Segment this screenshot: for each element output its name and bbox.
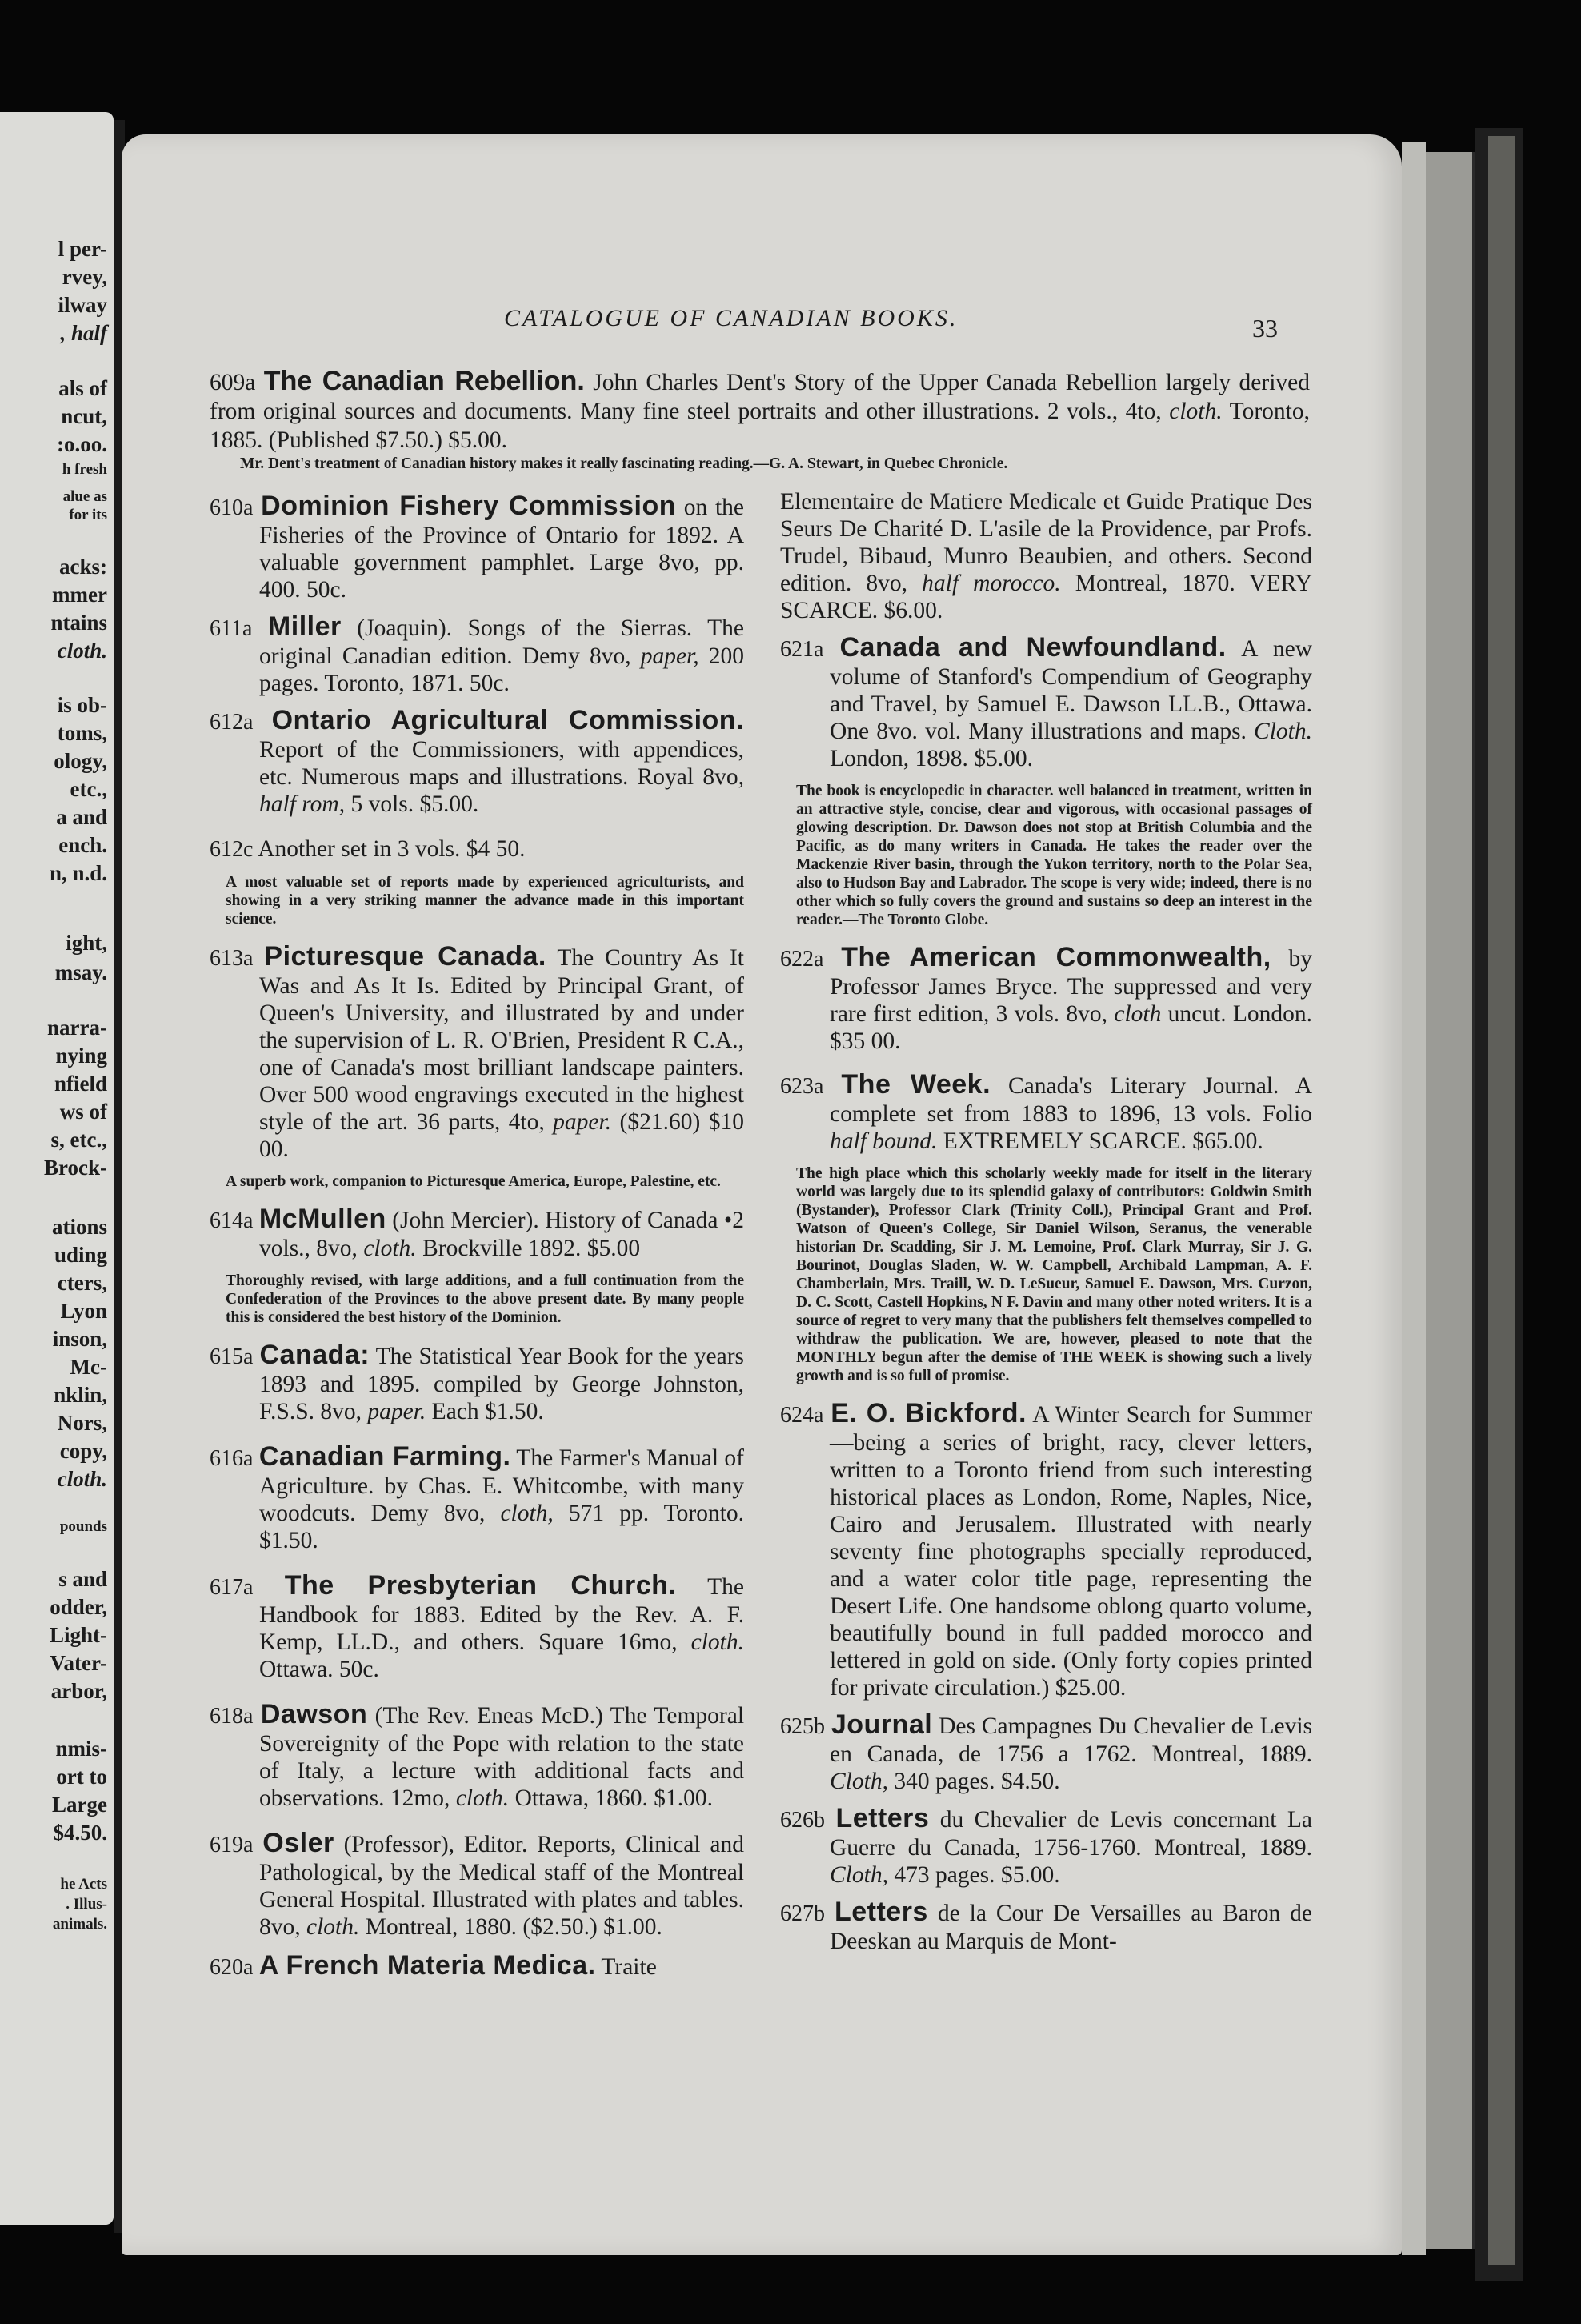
entry-text: (Professor), Editor. Reports, Clinical and Pathological, by the Medical staff of the Montreal General Hospital. Illustrated with plates and tables. 8vo, [259, 1832, 745, 1940]
entry-title: Picturesque Canada. [264, 941, 546, 972]
previous-page-line: ilway [58, 293, 107, 317]
entry-614a [210, 1205, 744, 1262]
entry-text: Report of the Commissioners, with appendices, etc. Numerous maps and illustrations. Royal 8vo, [259, 737, 744, 790]
entry-title: The Canadian Rebellion. [263, 366, 585, 396]
entry-title: Ontario Agricultural Commission. [271, 705, 744, 735]
entry-number: 624a [780, 1403, 824, 1428]
previous-page-line: ight, [66, 931, 107, 955]
previous-page-line: ations [51, 1215, 107, 1239]
previous-page-line: a and [56, 805, 107, 829]
entry-number: 614a [210, 1208, 254, 1233]
entry-number: 618a [210, 1704, 254, 1729]
entry-title: Canada and Newfoundland. [839, 632, 1227, 663]
entry-binding: paper. [367, 1399, 426, 1424]
entry-text: A Winter Search for Summer—being a series of bright, racy, clever letters, written to a Toronto friend from such interesting historical places as London, Rome, Naples, Nice, Cairo and Jerusalem. Illustrated with nearly seventy fine photographs specially reproduced, and a water color title page, representing the Desert Life. One handsome oblong quarto volume, beautifully bound in full padded morocco and lettered in gold on side. (Only forty copies printed for private circulation.) $25.00. [830, 1402, 1313, 1701]
entry-price: EXTREMELY SCARCE. $65.00. [943, 1128, 1263, 1154]
entry-text: Canada's Literary Journal. A complete set from 1883 to 1896, 13 vols. Folio [830, 1073, 1313, 1127]
previous-page-line: nying [55, 1044, 107, 1068]
previous-page-line: etc., [70, 777, 107, 801]
entry-title: A French Materia Medica. [258, 1950, 596, 1981]
entry-number: 609a [210, 370, 256, 395]
entry-title: Journal [831, 1709, 933, 1740]
entry-text: John Charles Dent's Story of the Upper Canada Rebellion largely derived from original sources and documents. Many fine steel portraits and other illustrations. 2 vols., 4to, [210, 370, 1310, 424]
entry-binding: paper, [640, 643, 699, 669]
previous-page-line: for its [69, 507, 107, 523]
previous-page-line: toms, [57, 721, 107, 745]
entry-text: (John Mercier). History of Canada •2 vols., 8vo, [259, 1208, 745, 1261]
entry-text: on the Fisheries of the Province of Ontario for 1892. A valuable government pamphlet. Large 8vo, pp. 400. 50c. [259, 495, 745, 603]
entry-price: 571 pp. Toronto. $1.50. [259, 1501, 745, 1553]
entry-price: London, 1898. $5.00. [830, 746, 1034, 771]
entry-number: 626b [780, 1808, 825, 1833]
previous-page-line: is ob- [57, 693, 107, 717]
previous-page-line: s and [58, 1567, 107, 1591]
previous-page-line: :o.oo. [57, 432, 107, 456]
entry-623a [780, 1071, 1312, 1155]
entry-621a [780, 634, 1312, 772]
entry-binding: cloth, [500, 1501, 554, 1526]
previous-page-line: cloth. [57, 1467, 107, 1491]
previous-page-line: narra- [47, 1016, 107, 1040]
entry-price: Montreal, 1880. ($2.50.) $1.00. [365, 1914, 662, 1940]
entry-binding: Cloth, [830, 1862, 888, 1888]
entry-text: Elementaire de Matiere Medicale et Guide Pratique Des Seurs De Charité D. L'asile de la Providence, par Profs. Trudel, Bibaud, Munro Beaubien, and others. Second edition. 8vo, [780, 489, 1312, 596]
previous-page-line: Vater- [50, 1651, 107, 1675]
entry-text: The Farmer's Manual of Agriculture. by Chas. E. Whitcombe, with many woodcuts. Demy 8vo, [259, 1445, 745, 1526]
entry-number: 621a [780, 637, 824, 662]
entry-text: A new volume of Stanford's Compendium of Geography and Travel, by Samuel E. Dawson LL.B., Ottawa. One 8vo. vol. Many illustrations and maps. [830, 636, 1312, 744]
entry-title: Miller [267, 611, 342, 642]
entry-text: (The Rev. Eneas McD.) The Temporal Sovereignity of the Pope with relation to the state of Italy, a lecture with additional facts and observations. 12mo, [259, 1703, 745, 1811]
previous-page-line: Brock- [44, 1156, 107, 1180]
entry-text: du Chevalier de Levis concernant La Guerre du Canada, 1756-1760. Montreal, 1889. [830, 1807, 1312, 1861]
previous-page-line: nklin, [54, 1383, 107, 1407]
previous-page-line: ntains [50, 611, 107, 635]
entry-title: Letters [835, 1803, 930, 1833]
entry-binding: paper. [553, 1109, 612, 1135]
entry-title: Dominion Fishery Commission [261, 491, 676, 521]
entry-text: The Handbook for 1883. Edited by the Rev. A. F. Kemp, LL.D., and others. Square 16mo, [259, 1574, 744, 1655]
previous-page-line: he Acts [60, 1876, 107, 1893]
entry-title: The Week. [841, 1069, 991, 1100]
entry-615a [210, 1341, 744, 1425]
entry-price: 200 pages. Toronto, 1871. 50c. [259, 643, 745, 696]
entry-609a-note: Mr. Dent's treatment of Canadian history makes it really fascinating reading.—G. A. Stewart, in Quebec Chronicle. [240, 455, 1008, 472]
previous-page-line: $4.50. [53, 1821, 107, 1845]
entry-number: 612c [210, 837, 254, 862]
previous-page-line: nfield [54, 1072, 107, 1096]
entry-title: Dawson [260, 1699, 368, 1729]
entry-612c [210, 835, 744, 863]
previous-page-line: nmis- [55, 1737, 107, 1761]
previous-page-line: ench. [58, 833, 107, 857]
entry-612a [210, 707, 744, 818]
entry-binding: cloth. [1169, 399, 1223, 424]
previous-page-line: s, etc., [50, 1128, 107, 1152]
book-cover-edge [1488, 136, 1515, 2265]
entry-610a [210, 492, 744, 603]
entry-binding: cloth. [363, 1236, 417, 1261]
entry-613a [210, 943, 744, 1163]
previous-page-line: h fresh [62, 461, 107, 478]
entry-price: 340 pages. $4.50. [894, 1769, 1060, 1794]
entry-price: Montreal, 1870. VERY SCARCE. $6.00. [780, 571, 1313, 623]
entry-611a [210, 613, 744, 697]
entry-text: The Statistical Year Book for the years 1893 and 1895. compiled by George Johnston, F.S.S. 8vo, [259, 1344, 744, 1424]
entry-price: Ottawa, 1860. $1.00. [514, 1785, 713, 1811]
previous-page-line: n, n.d. [49, 861, 107, 885]
entry-number: 623a [780, 1074, 824, 1099]
entry-title: Canadian Farming. [258, 1441, 511, 1472]
previous-page-line: Nors, [57, 1411, 107, 1435]
previous-page-line: Lyon [60, 1299, 107, 1323]
entry-binding: half rom, [259, 791, 346, 817]
previous-page-line: uding [54, 1243, 107, 1267]
previous-page-fragment [0, 112, 114, 2225]
entry-609a [210, 367, 1310, 455]
entry-614a-note: Thoroughly revised, with large additions, and a full continuation from the Confederation of the Provinces to the above present date. By many people this is considered the best history of the Dominion. [226, 1272, 744, 1326]
entry-text: (Joaquin). Songs of the Sierras. The original Canadian edition. Demy 8vo, [259, 615, 745, 669]
entry-price: Toronto, 1885. (Published $7.50.) $5.00. [210, 399, 1310, 453]
entry-text: The Country As It Was and As It Is. Edited by Principal Grant, of Queen's University, and illustrated by and under the supervision of L. R. O'Brien, President R C.A., one of Canada's most brilliant landscape painters. Over 500 wood engravings executed in the highest style of the art. 36 parts, 4to, [259, 945, 744, 1135]
entry-binding: cloth. [455, 1785, 510, 1811]
page-edge [1426, 152, 1475, 2249]
previous-page-line: ort to [56, 1765, 107, 1789]
entry-number: 617a [210, 1575, 254, 1600]
entry-613a-note: A superb work, companion to Picturesque America, Europe, Palestine, etc. [226, 1173, 721, 1190]
entry-number: 611a [210, 616, 253, 641]
entry-number: 620a [210, 1955, 254, 1980]
right-column [780, 488, 1312, 1965]
previous-page-line: , half [60, 321, 107, 345]
entry-616a [210, 1443, 744, 1554]
entry-619a [210, 1829, 744, 1941]
page-number: 33 [1252, 314, 1278, 343]
previous-page-line: animals. [52, 1916, 107, 1933]
entry-number: 613a [210, 946, 254, 971]
entry-binding: cloth. [690, 1629, 744, 1655]
previous-page-line: Mc- [70, 1355, 107, 1379]
entry-number: 622a [780, 947, 824, 972]
entry-622a [780, 944, 1312, 1055]
previous-page-line: inson, [52, 1327, 107, 1351]
previous-page-line: rvey, [62, 265, 107, 289]
previous-page-line: als of [58, 376, 107, 400]
entry-number: 619a [210, 1833, 254, 1857]
previous-page-line: pounds [59, 1518, 107, 1535]
entry-text: de la Cour De Versailles au Baron de Deeskan au Marquis de Mont- [830, 1901, 1313, 1954]
previous-page-line: arbor, [50, 1679, 107, 1703]
previous-page-line: . Illus- [66, 1896, 107, 1913]
previous-page-line: alue as [62, 488, 107, 505]
entry-price: 5 vols. $5.00. [350, 791, 479, 817]
previous-page-line: Light- [49, 1623, 107, 1647]
entry-621a-note: The book is encyclopedic in character. well balanced in treatment, written in an attractive style, concise, clear and vigorous, with occasional passages of glowing description. Dr. Dawson does not stop at British Columbia and the Pacific, as do many writers in Canada. He takes the reader over the Mackenzie River basin, through the Yukon territory, north to the Polar Sea, also to Hudson Bay and Labrador. The scope is very wide; indeed, there is no other which so fully covers the ground and sustains so deep an interest in the reader.—The Toronto Globe. [796, 783, 1312, 928]
entry-binding: half morocco. [922, 571, 1061, 596]
entry-price: ($21.60) $10 00. [259, 1109, 745, 1162]
running-header: CATALOGUE OF CANADIAN BOOKS. [504, 305, 959, 331]
previous-page-line: copy, [59, 1439, 107, 1463]
previous-page-line: mmer [52, 583, 107, 607]
entry-number: 610a [210, 495, 254, 520]
previous-page-line: msay. [54, 960, 107, 984]
entry-title: The Presbyterian Church. [284, 1570, 677, 1601]
entry-price: Ottawa. 50c. [259, 1657, 379, 1682]
previous-page-line: ws of [59, 1100, 107, 1124]
entry-627b [780, 1898, 1312, 1955]
entry-title: The American Commonwealth, [841, 942, 1271, 972]
entry-number: 616a [210, 1446, 254, 1471]
entry-625b [780, 1711, 1312, 1795]
entry-title: E. O. Bickford. [831, 1398, 1027, 1428]
entry-number: 625b [780, 1714, 825, 1739]
entry-620a-continued [780, 488, 1312, 624]
previous-page-line: odder, [50, 1595, 107, 1619]
entry-626b [780, 1805, 1312, 1889]
entry-binding: Cloth. [1254, 719, 1312, 744]
entry-title: McMullen [258, 1204, 386, 1234]
entry-binding: cloth [1114, 1001, 1162, 1027]
entry-binding: Cloth, [830, 1769, 888, 1794]
entry-620a [210, 1952, 744, 1981]
entry-number: 612a [210, 710, 254, 735]
entry-624a [780, 1400, 1312, 1701]
entry-612c-note: A most valuable set of reports made by experienced agriculturists, and showing in a very striking manner the advance made in this important science. [226, 874, 744, 928]
entry-617a [210, 1572, 744, 1683]
entry-binding: half bound. [830, 1128, 938, 1154]
entry-price: 473 pages. $5.00. [894, 1862, 1060, 1888]
entry-price: Each $1.50. [431, 1399, 544, 1424]
left-column [210, 492, 744, 1991]
previous-page-line: cloth. [57, 639, 107, 663]
entry-title: Canada: [259, 1340, 370, 1370]
entry-text: by Professor James Bryce. The suppressed and very rare first edition, 3 vols. 8vo, [830, 946, 1313, 1027]
previous-page-line: Large [52, 1793, 107, 1817]
entry-623a-note: The high place which this scholarly weekly made for itself in the literary world was largely due to its splendid galaxy of contributors: Goldwin Smith (Bystander), Professor Clark (Trinity Coll.), Principal Grant and Prof. Watson of Queen's College, Sir Daniel Wilson, Seranus, the venerable historian Dr. Scadding, Sir J. M. Lemoine, Prof. Clark Murray, Sir J. G. Bourinot, Douglas Sladen, W. W. Campbell, Archibald Lampman, A. F. Chamberlain, Mrs. Traill, W. D. LeSueur, Samuel E. Dawson, Mrs. Curzon, D. C. Scott, Castell Hopkins, N F. Davin and many other noted writers. It is a source of regret to very many that the publishers felt themselves compelled to withdraw the publication. We are, however, pleased to note that the MONTHLY begun after the demise of THE WEEK is showing such a lively growth and is so full of promise. [796, 1165, 1312, 1384]
entry-title: Letters [834, 1897, 928, 1927]
previous-page-line: l per- [58, 237, 107, 261]
previous-page-line: acks: [59, 555, 107, 579]
entry-number: 627b [780, 1901, 825, 1926]
entry-618a [210, 1701, 744, 1812]
entry-price: uncut. London. $35 00. [830, 1001, 1313, 1054]
entry-number: 615a [210, 1344, 254, 1369]
previous-page-line: cters, [57, 1271, 107, 1295]
entry-text: Traite [601, 1954, 657, 1980]
page-edge [1402, 142, 1426, 2255]
entry-title: Osler [262, 1828, 334, 1858]
entry-text: Des Campagnes Du Chevalier de Levis en Canada, de 1756 a 1762. Montreal, 1889. [830, 1713, 1313, 1767]
previous-page-line: ncut, [61, 404, 107, 428]
entry-price: Brockville 1892. $5.00 [422, 1236, 641, 1261]
previous-page-line: ology, [54, 749, 107, 773]
entry-text: Another set in 3 vols. $4 50. [258, 836, 526, 862]
entry-binding: cloth. [306, 1914, 360, 1940]
